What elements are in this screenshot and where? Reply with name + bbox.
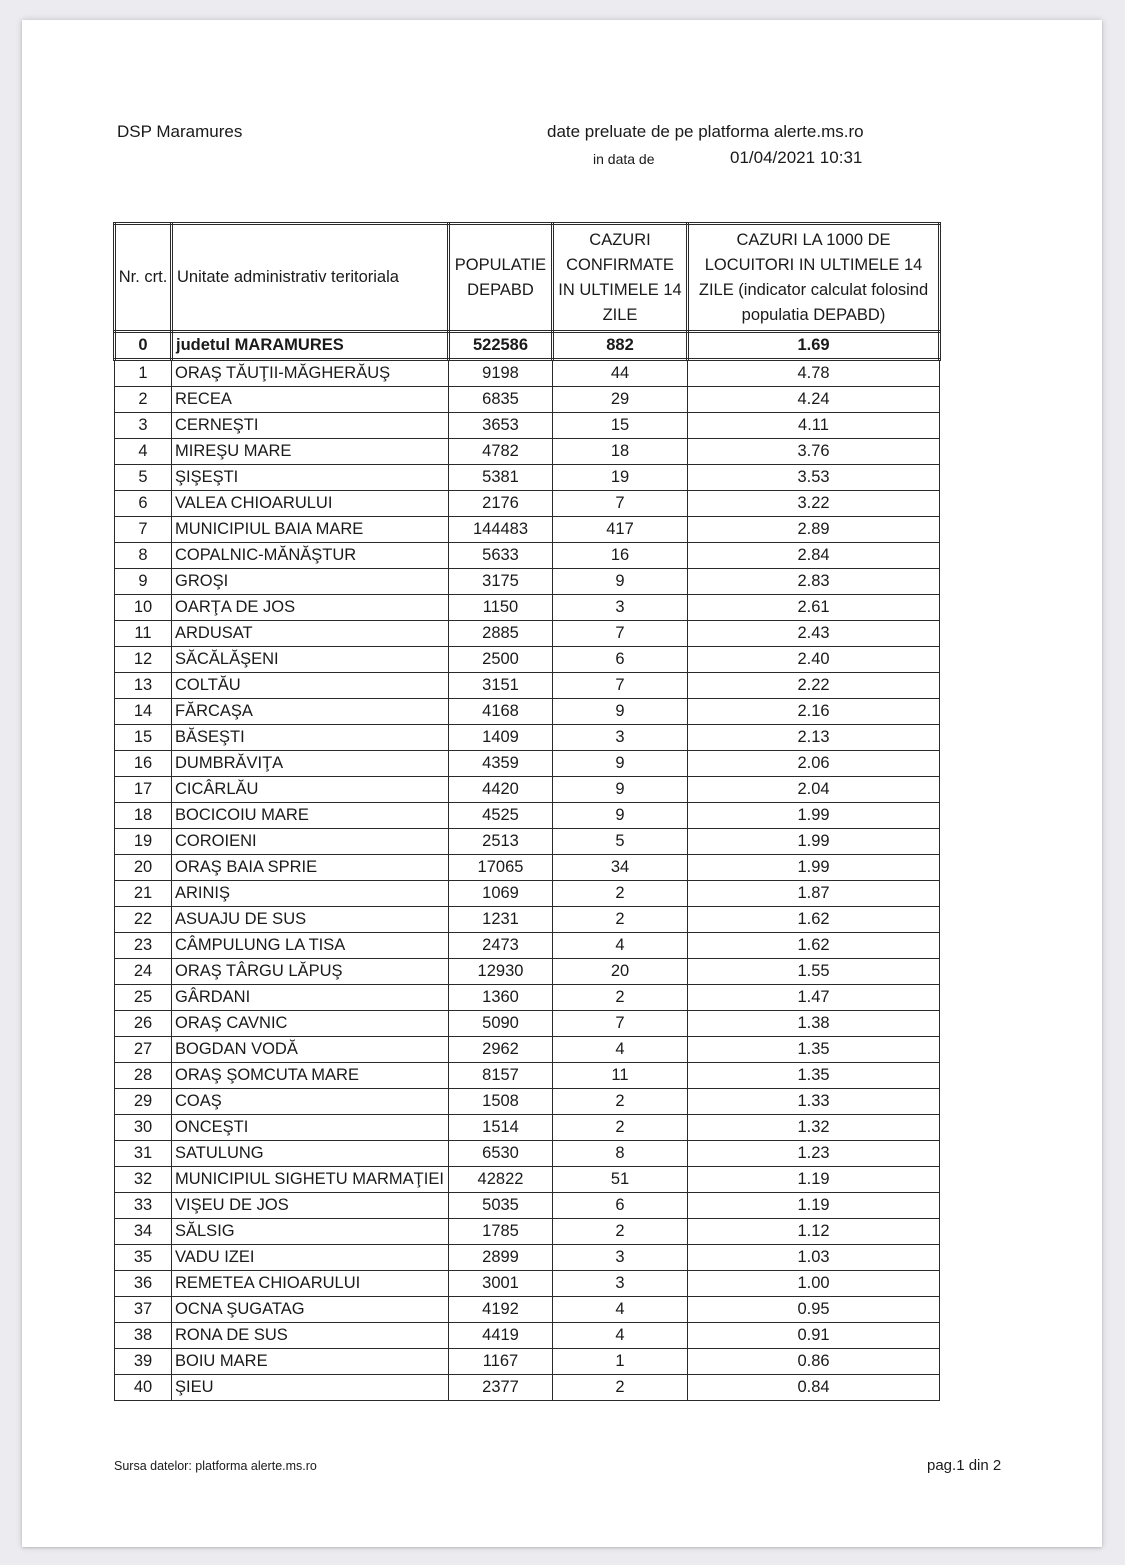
cell-cases: 7 [553, 621, 688, 647]
cell-population: 2899 [449, 1245, 553, 1271]
cell-population: 42822 [449, 1167, 553, 1193]
cell-cases: 2 [553, 985, 688, 1011]
cell-population: 8157 [449, 1063, 553, 1089]
cell-population: 2885 [449, 621, 553, 647]
cell-nr: 11 [115, 621, 172, 647]
cell-rate: 1.99 [688, 855, 940, 881]
cell-rate: 1.99 [688, 829, 940, 855]
cell-name: COPALNIC-MĂNĂŞTUR [172, 543, 449, 569]
cell-name: ORAŞ CAVNIC [172, 1011, 449, 1037]
cell-population: 12930 [449, 959, 553, 985]
cell-population: 1069 [449, 881, 553, 907]
cell-population: 2473 [449, 933, 553, 959]
table-row [115, 491, 940, 517]
cell-nr: 32 [115, 1167, 172, 1193]
cell-nr: 30 [115, 1115, 172, 1141]
cell-cases: 3 [553, 1245, 688, 1271]
cell-nr: 40 [115, 1375, 172, 1401]
cell-nr: 28 [115, 1063, 172, 1089]
cell-population: 1231 [449, 907, 553, 933]
cell-nr: 19 [115, 829, 172, 855]
cell-cases: 2 [553, 881, 688, 907]
cell-nr: 5 [115, 465, 172, 491]
cell-population: 4419 [449, 1323, 553, 1349]
cell-cases: 44 [553, 360, 688, 387]
cell-nr: 10 [115, 595, 172, 621]
cell-rate: 1.69 [688, 332, 940, 360]
table-row [115, 1089, 940, 1115]
cell-rate: 2.06 [688, 751, 940, 777]
cell-rate: 0.84 [688, 1375, 940, 1401]
cell-name: MUNICIPIUL SIGHETU MARMAŢIEI [172, 1167, 449, 1193]
cell-rate: 1.55 [688, 959, 940, 985]
cell-rate: 2.22 [688, 673, 940, 699]
cell-rate: 4.24 [688, 387, 940, 413]
cell-cases: 7 [553, 673, 688, 699]
table-row [115, 543, 940, 569]
table-row [115, 387, 940, 413]
table-row [115, 621, 940, 647]
cell-nr: 21 [115, 881, 172, 907]
cell-nr: 13 [115, 673, 172, 699]
cell-population: 1150 [449, 595, 553, 621]
cell-name: OARŢA DE JOS [172, 595, 449, 621]
cell-cases: 4 [553, 933, 688, 959]
cell-rate: 1.00 [688, 1271, 940, 1297]
table-row [115, 1245, 940, 1271]
cell-rate: 2.89 [688, 517, 940, 543]
cell-name: SATULUNG [172, 1141, 449, 1167]
cell-cases: 2 [553, 1219, 688, 1245]
cell-nr: 35 [115, 1245, 172, 1271]
cell-population: 1360 [449, 985, 553, 1011]
column-header-unit: Unitate administrativ teritoriala [172, 224, 449, 332]
cell-rate: 4.11 [688, 413, 940, 439]
table-row [115, 1141, 940, 1167]
cell-rate: 3.53 [688, 465, 940, 491]
cell-rate: 3.22 [688, 491, 940, 517]
cell-name: CICÂRLĂU [172, 777, 449, 803]
cell-cases: 7 [553, 1011, 688, 1037]
table-row [115, 465, 940, 491]
cell-name: ORAŞ ŞOMCUTA MARE [172, 1063, 449, 1089]
table-row [115, 881, 940, 907]
cell-name: BOGDAN VODĂ [172, 1037, 449, 1063]
cell-population: 2962 [449, 1037, 553, 1063]
table-row [115, 751, 940, 777]
cell-rate: 1.35 [688, 1063, 940, 1089]
cell-rate: 2.04 [688, 777, 940, 803]
cell-nr: 37 [115, 1297, 172, 1323]
cell-population: 4359 [449, 751, 553, 777]
cell-cases: 5 [553, 829, 688, 855]
cell-name: ORAŞ BAIA SPRIE [172, 855, 449, 881]
table-row [115, 1063, 940, 1089]
cell-cases: 9 [553, 777, 688, 803]
cell-name: ASUAJU DE SUS [172, 907, 449, 933]
cell-population: 1409 [449, 725, 553, 751]
table-row [115, 1167, 940, 1193]
cell-name: SĂLSIG [172, 1219, 449, 1245]
cell-nr: 18 [115, 803, 172, 829]
column-header-cases: CAZURI CONFIRMATE IN ULTIMELE 14 ZILE [553, 224, 688, 332]
date-value: 01/04/2021 10:31 [730, 148, 863, 167]
cell-cases: 16 [553, 543, 688, 569]
cell-population: 1785 [449, 1219, 553, 1245]
cell-name: GÂRDANI [172, 985, 449, 1011]
cell-population: 1508 [449, 1089, 553, 1115]
cell-population: 2176 [449, 491, 553, 517]
cell-nr: 12 [115, 647, 172, 673]
cell-rate: 1.87 [688, 881, 940, 907]
cell-rate: 1.47 [688, 985, 940, 1011]
cell-name: FĂRCAŞA [172, 699, 449, 725]
cell-name: ŞIŞEŞTI [172, 465, 449, 491]
cell-population: 6835 [449, 387, 553, 413]
cell-cases: 1 [553, 1349, 688, 1375]
cell-nr: 39 [115, 1349, 172, 1375]
cell-rate: 1.32 [688, 1115, 940, 1141]
cell-name: BOCICOIU MARE [172, 803, 449, 829]
cell-population: 5381 [449, 465, 553, 491]
table-row [115, 439, 940, 465]
table-row [115, 829, 940, 855]
cell-population: 4782 [449, 439, 553, 465]
cell-nr: 17 [115, 777, 172, 803]
cell-cases: 3 [553, 595, 688, 621]
cell-population: 3151 [449, 673, 553, 699]
cell-name: MUNICIPIUL BAIA MARE [172, 517, 449, 543]
cell-name: OCNA ŞUGATAG [172, 1297, 449, 1323]
table-row [115, 725, 940, 751]
cell-population: 5633 [449, 543, 553, 569]
cell-rate: 1.03 [688, 1245, 940, 1271]
cell-name: CERNEŞTI [172, 413, 449, 439]
cell-cases: 2 [553, 1089, 688, 1115]
cell-nr: 8 [115, 543, 172, 569]
cell-cases: 18 [553, 439, 688, 465]
cell-name: SĂCĂLĂŞENI [172, 647, 449, 673]
cell-cases: 4 [553, 1037, 688, 1063]
cell-population: 4420 [449, 777, 553, 803]
table-row [115, 777, 940, 803]
table-header-row [115, 224, 940, 332]
table-row [115, 907, 940, 933]
cell-population: 522586 [449, 332, 553, 360]
cell-cases: 2 [553, 1375, 688, 1401]
cell-population: 3175 [449, 569, 553, 595]
cell-name: MIREŞU MARE [172, 439, 449, 465]
table-row [115, 1271, 940, 1297]
cell-name: ARINIŞ [172, 881, 449, 907]
column-header-population: POPULATIE DEPABD [449, 224, 553, 332]
cell-population: 5090 [449, 1011, 553, 1037]
cell-rate: 2.83 [688, 569, 940, 595]
cell-rate: 3.76 [688, 439, 940, 465]
cell-population: 2377 [449, 1375, 553, 1401]
cell-cases: 882 [553, 332, 688, 360]
cell-cases: 29 [553, 387, 688, 413]
cell-rate: 2.61 [688, 595, 940, 621]
cell-nr: 33 [115, 1193, 172, 1219]
cell-nr: 20 [115, 855, 172, 881]
document-page [22, 20, 1102, 1547]
cell-population: 6530 [449, 1141, 553, 1167]
table-row [115, 1349, 940, 1375]
table-row [115, 673, 940, 699]
cell-name: COROIENI [172, 829, 449, 855]
cell-rate: 1.35 [688, 1037, 940, 1063]
cell-cases: 9 [553, 803, 688, 829]
cell-name: BOIU MARE [172, 1349, 449, 1375]
cell-name: BĂSEŞTI [172, 725, 449, 751]
table-row [115, 569, 940, 595]
cell-cases: 4 [553, 1297, 688, 1323]
cell-rate: 1.23 [688, 1141, 940, 1167]
cell-rate: 0.86 [688, 1349, 940, 1375]
cell-name: VALEA CHIOARULUI [172, 491, 449, 517]
cell-name: RONA DE SUS [172, 1323, 449, 1349]
cell-nr: 26 [115, 1011, 172, 1037]
table-row [115, 1375, 940, 1401]
cell-name: ONCEŞTI [172, 1115, 449, 1141]
column-header-rate: CAZURI LA 1000 DE LOCUITORI IN ULTIMELE 14 ZILE (indicator calculat folosind populatia DEPABD) [688, 224, 940, 332]
cell-population: 144483 [449, 517, 553, 543]
cell-nr: 3 [115, 413, 172, 439]
cell-nr: 1 [115, 360, 172, 387]
cell-nr: 9 [115, 569, 172, 595]
incidence-table [113, 222, 941, 1401]
cell-rate: 1.38 [688, 1011, 940, 1037]
cell-population: 2500 [449, 647, 553, 673]
table-row [115, 517, 940, 543]
table-row [115, 413, 940, 439]
cell-nr: 6 [115, 491, 172, 517]
cell-rate: 2.43 [688, 621, 940, 647]
cell-rate: 2.84 [688, 543, 940, 569]
cell-cases: 4 [553, 1323, 688, 1349]
table-row [115, 360, 940, 387]
table-row [115, 933, 940, 959]
cell-rate: 1.62 [688, 933, 940, 959]
cell-population: 4525 [449, 803, 553, 829]
cell-name: VADU IZEI [172, 1245, 449, 1271]
cell-nr: 25 [115, 985, 172, 1011]
table-row [115, 647, 940, 673]
cell-name: COAŞ [172, 1089, 449, 1115]
cell-nr: 22 [115, 907, 172, 933]
cell-nr: 23 [115, 933, 172, 959]
cell-population: 1514 [449, 1115, 553, 1141]
column-header-nr: Nr. crt. [115, 224, 172, 332]
cell-nr: 38 [115, 1323, 172, 1349]
cell-population: 17065 [449, 855, 553, 881]
cell-name: VIŞEU DE JOS [172, 1193, 449, 1219]
table-row [115, 855, 940, 881]
cell-name: ŞIEU [172, 1375, 449, 1401]
cell-rate: 1.19 [688, 1193, 940, 1219]
cell-nr: 29 [115, 1089, 172, 1115]
cell-rate: 0.95 [688, 1297, 940, 1323]
cell-rate: 2.16 [688, 699, 940, 725]
cell-cases: 15 [553, 413, 688, 439]
table-row [115, 985, 940, 1011]
table-row [115, 595, 940, 621]
cell-name: COLTĂU [172, 673, 449, 699]
cell-population: 4192 [449, 1297, 553, 1323]
table-row [115, 1037, 940, 1063]
cell-name: DUMBRĂVIŢA [172, 751, 449, 777]
table-row [115, 1115, 940, 1141]
cell-cases: 9 [553, 569, 688, 595]
page-number: pag.1 din 2 [927, 1457, 1002, 1474]
cell-cases: 6 [553, 647, 688, 673]
cell-cases: 417 [553, 517, 688, 543]
cell-name: CÂMPULUNG LA TISA [172, 933, 449, 959]
cell-nr: 15 [115, 725, 172, 751]
table-row [115, 1219, 940, 1245]
cell-name: judetul MARAMURES [172, 332, 449, 360]
table-row [115, 1011, 940, 1037]
cell-name: ORAŞ TĂUŢII-MĂGHERĂUŞ [172, 360, 449, 387]
cell-name: GROŞI [172, 569, 449, 595]
table-row [115, 699, 940, 725]
cell-population: 2513 [449, 829, 553, 855]
cell-cases: 3 [553, 1271, 688, 1297]
cell-nr: 0 [115, 332, 172, 360]
table-row [115, 1297, 940, 1323]
cell-nr: 4 [115, 439, 172, 465]
cell-cases: 7 [553, 491, 688, 517]
date-label: in data de [593, 151, 655, 167]
cell-cases: 19 [553, 465, 688, 491]
cell-cases: 9 [553, 751, 688, 777]
cell-cases: 20 [553, 959, 688, 985]
table-row [115, 959, 940, 985]
cell-population: 5035 [449, 1193, 553, 1219]
cell-nr: 24 [115, 959, 172, 985]
cell-population: 3001 [449, 1271, 553, 1297]
cell-rate: 1.33 [688, 1089, 940, 1115]
cell-cases: 11 [553, 1063, 688, 1089]
cell-population: 3653 [449, 413, 553, 439]
cell-population: 9198 [449, 360, 553, 387]
cell-rate: 2.40 [688, 647, 940, 673]
cell-name: ORAŞ TÂRGU LĂPUŞ [172, 959, 449, 985]
cell-nr: 36 [115, 1271, 172, 1297]
cell-cases: 9 [553, 699, 688, 725]
cell-name: ARDUSAT [172, 621, 449, 647]
footer-source: Sursa datelor: platforma alerte.ms.ro [114, 1459, 317, 1473]
cell-rate: 1.12 [688, 1219, 940, 1245]
cell-rate: 1.19 [688, 1167, 940, 1193]
table-row [115, 803, 940, 829]
cell-name: RECEA [172, 387, 449, 413]
cell-rate: 1.62 [688, 907, 940, 933]
cell-nr: 27 [115, 1037, 172, 1063]
cell-nr: 2 [115, 387, 172, 413]
cell-rate: 2.13 [688, 725, 940, 751]
cell-cases: 3 [553, 725, 688, 751]
cell-rate: 4.78 [688, 360, 940, 387]
cell-nr: 31 [115, 1141, 172, 1167]
data-source-line: date preluate de pe platforma alerte.ms.ro [547, 122, 864, 141]
cell-cases: 2 [553, 907, 688, 933]
table-row [115, 1323, 940, 1349]
cell-rate: 1.99 [688, 803, 940, 829]
cell-rate: 0.91 [688, 1323, 940, 1349]
organization-name: DSP Maramures [117, 122, 243, 141]
table-row [115, 1193, 940, 1219]
cell-population: 1167 [449, 1349, 553, 1375]
cell-nr: 34 [115, 1219, 172, 1245]
cell-cases: 2 [553, 1115, 688, 1141]
county-total-row [115, 332, 940, 360]
cell-nr: 16 [115, 751, 172, 777]
cell-nr: 7 [115, 517, 172, 543]
cell-cases: 6 [553, 1193, 688, 1219]
cell-population: 4168 [449, 699, 553, 725]
cell-cases: 34 [553, 855, 688, 881]
cell-name: REMETEA CHIOARULUI [172, 1271, 449, 1297]
cell-cases: 8 [553, 1141, 688, 1167]
cell-cases: 51 [553, 1167, 688, 1193]
cell-nr: 14 [115, 699, 172, 725]
